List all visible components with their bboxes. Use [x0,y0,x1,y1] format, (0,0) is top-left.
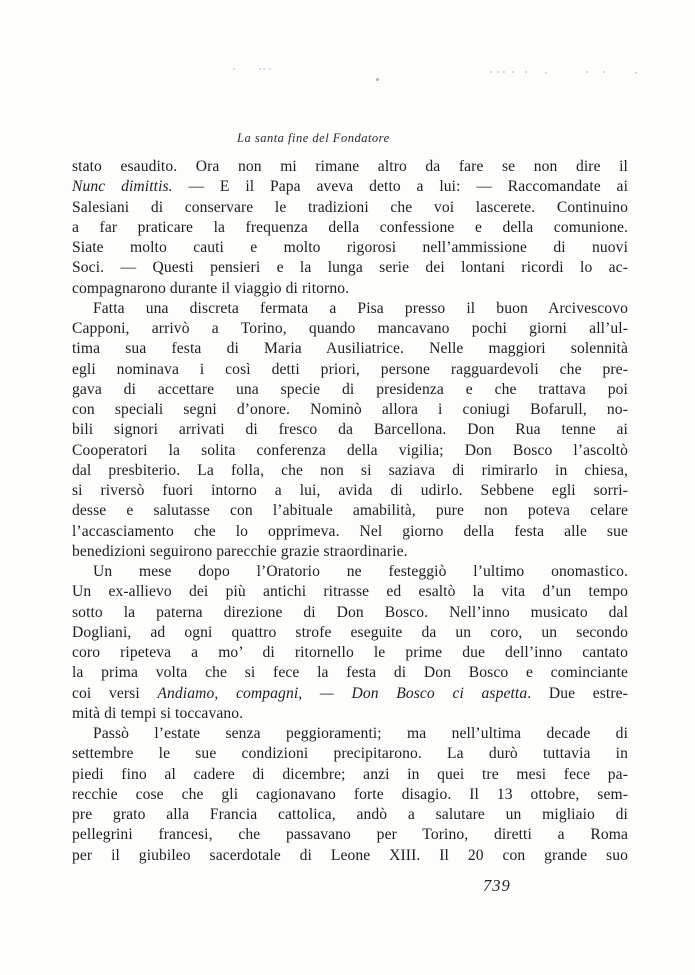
text-line [72,380,628,400]
text-line [72,785,628,805]
text-segment: si riversò fuori intorno a lui, avida di udirlo. Sebbene egli sorri- [72,482,628,499]
text-line [72,805,628,825]
text-line [72,319,628,339]
text-segment: bili signori arrivati di fresco da Barcellona. Don Rua tenne ai [72,421,628,439]
text-line [72,360,628,380]
text-line [72,198,628,218]
text-line [72,542,628,562]
running-header: La santa fine del Fondatore [237,131,390,145]
text-line [72,562,628,582]
italic-text-segment: Nunc dimittis. [72,178,173,196]
text-segment: coro ripeteva a mo’ di ritornello le prime due dell’inno cantato [72,644,628,661]
text-segment: coi versi [72,684,158,702]
text-segment: piedi fino al cadere di dicembre; anzi in quei tre mesi fece pa- [72,765,628,783]
text-line [72,501,628,521]
text-line [72,663,628,683]
text-line [72,157,628,177]
text-segment: — E il Papa aveva detto a lui: — Raccomandate ai [172,178,628,196]
text-segment: dal presbiterio. La folla, che non si saziava di rimirarlo in chiesa, [72,461,628,479]
scan-speckle [603,71,605,73]
text-line [72,522,628,542]
text-segment: recchie cose che gli cagionavano forte disagio. Il 13 ottobre, sem- [72,785,628,803]
scan-speckle [263,68,265,70]
scan-speckle [233,68,235,70]
text-line [72,643,628,663]
italic-text-segment: Andiamo, compagni, — Don Bosco ci aspetta [157,684,528,702]
scan-speckle [635,72,637,74]
scan-speckle [490,71,492,73]
text-line [72,400,628,420]
text-segment: settembre le sue condizioni precipitarono. La durò tuttavia in [72,745,628,763]
scan-speckle [269,68,271,70]
text-segment: tima sua festa di Maria Ausiliatrice. Nelle maggiori solennità [72,340,628,358]
text-line [72,744,628,764]
text-line [72,846,628,866]
text-line [72,704,628,724]
text-line [72,177,628,197]
text-segment: desse e salutasse con l’abituale amabilità, pure non poteva celare [72,502,628,520]
text-segment: Salesiani di conservare le tradizioni che voi lascerete. Continuino [72,198,628,216]
text-segment: pellegrini francesi, che passavano per Torino, diretti a Roma [72,826,628,844]
text-segment: per il giubileo sacerdotale di Leone XIII. Il 20 con grande suo [72,846,628,864]
text-segment: Cooperatori la solita conferenza della vigilia; Don Bosco l’ascoltò [72,441,628,459]
text-segment: l’accasciamento che lo opprimeva. Nel giorno della festa alle sue [72,522,628,540]
page-text [72,157,628,866]
text-segment: con speciali segni d’onore. Nominò allora i coniugi Bofarull, no- [72,401,628,418]
text-segment: Capponi, arrivò a Torino, quando mancavano pochi giorni all’ul- [72,320,628,337]
text-segment: a far praticare la frequenza della confessione e della comunione. [72,218,628,236]
page-number: 739 [483,876,511,895]
scan-speckle [512,71,514,73]
text-segment: egli nominava i così detti priori, persone ragguardevoli che pre- [72,360,628,378]
text-line [72,684,628,704]
text-line [72,258,628,278]
scan-speckle [497,71,499,73]
text-line [72,724,628,744]
text-segment: stato esaudito. Ora non mi rimane altro da fare se non dire il [72,158,628,175]
text-line [72,623,628,643]
text-segment: sotto la paterna direzione di Don Bosco. Nell’inno musicato dal [72,603,628,621]
text-segment: Un ex-allievo dei più antichi ritrasse ed esaltò la vita d’un tempo [72,583,628,601]
text-segment: Siate molto cauti e molto rigorosi nell’ammissione di nuovi [72,239,628,256]
scan-speckle [545,72,547,74]
text-line [72,339,628,359]
text-segment: Dogliani, ad ogni quattro strofe eseguite da un coro, un secondo [72,623,628,641]
text-line [72,603,628,623]
text-segment: gava di accettare una specie di presidenza e che trattava poi [72,380,628,398]
text-line [72,420,628,440]
text-line [72,441,628,461]
text-segment: compagnarono durante il viaggio di ritorno. [72,279,350,297]
text-segment: la prima volta che si fece la festa di Don Bosco e cominciante [72,664,628,682]
text-segment: pre grato alla Francia cattolica, andò a salutare un migliaio di [72,806,628,823]
text-line [72,825,628,845]
scan-speckle [586,71,588,73]
scan-speckle [525,71,527,73]
text-segment: Passò l’estate senza peggioramenti; ma nell’ultima decade di [93,725,628,742]
text-line [72,765,628,785]
text-segment: Fatta una discreta fermata a Pisa presso il buon Arcivescovo [93,299,628,317]
scan-speckle [503,71,505,73]
scan-speckle [376,78,379,81]
text-segment: Un mese dopo l’Oratorio ne festeggiò l’ultimo onomastico. [93,563,628,580]
text-segment: Soci. — Questi pensieri e la lunga serie dei lontani ricordi lo ac- [72,259,628,277]
text-line [72,299,628,319]
text-line [72,238,628,258]
text-line [72,218,628,238]
text-segment: mità di tempi si toccavano. [72,704,244,722]
text-segment: . Due estre- [527,684,628,702]
text-line [72,461,628,481]
text-segment: benedizioni seguirono parecchie grazie straordinarie. [72,542,408,560]
text-line [72,279,628,299]
text-line [72,582,628,602]
scan-speckle [259,68,261,70]
text-line [72,481,628,501]
